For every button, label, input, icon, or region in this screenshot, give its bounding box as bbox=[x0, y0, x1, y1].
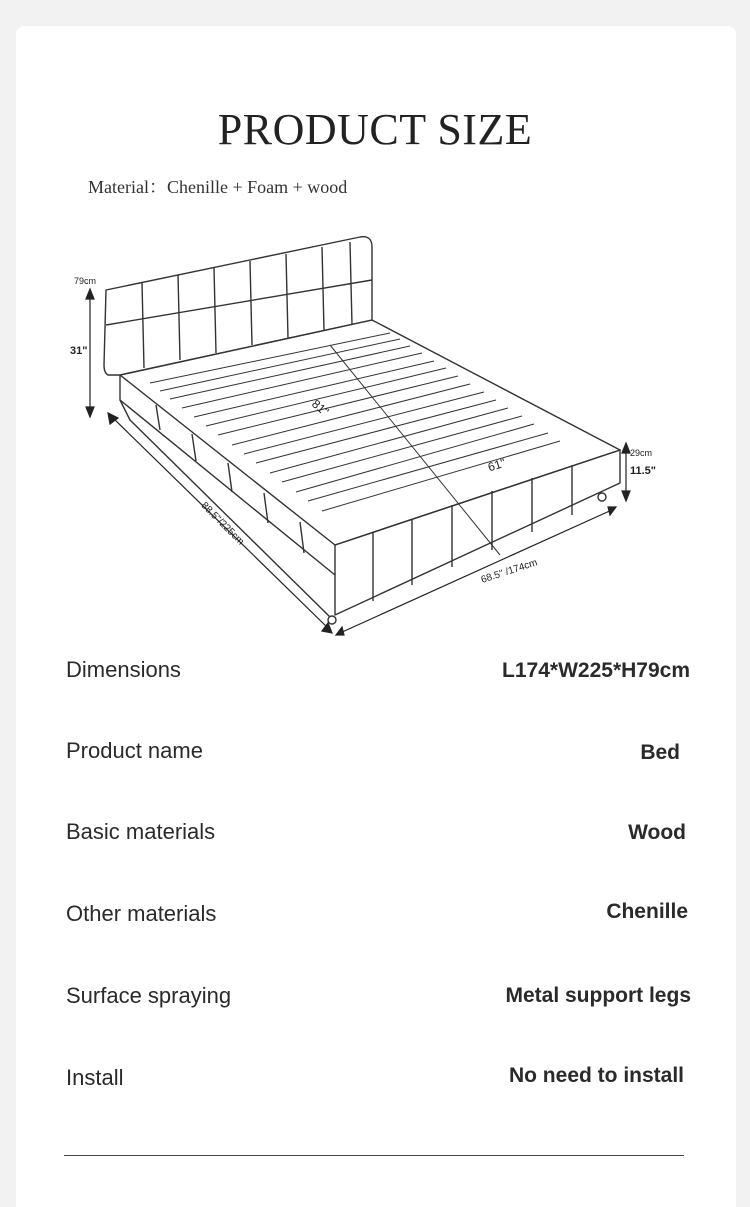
width-label: 68.5" /174cm bbox=[479, 557, 539, 586]
spec-row-product-name bbox=[66, 738, 690, 768]
divider bbox=[64, 1155, 684, 1156]
spec-value: L174*W225*H79cm bbox=[502, 659, 690, 682]
height-in-label: 31" bbox=[70, 345, 88, 357]
spec-label: Install bbox=[66, 1065, 124, 1090]
spec-row-basic-materials bbox=[66, 819, 690, 849]
spec-value: Metal support legs bbox=[505, 984, 691, 1007]
length-label: 88.5"/225cm bbox=[198, 500, 246, 548]
spec-row-dimensions bbox=[66, 657, 690, 687]
bed-dimension-diagram bbox=[60, 225, 680, 645]
spec-label: Dimensions bbox=[66, 657, 181, 682]
spec-value: Chenille bbox=[606, 900, 688, 923]
leg-cm-label: 29cm bbox=[630, 448, 653, 458]
spec-value: No need to install bbox=[508, 1064, 684, 1087]
spec-label: Basic materials bbox=[66, 819, 216, 844]
spec-row-surface-spraying bbox=[66, 983, 690, 1013]
spec-label: Surface spraying bbox=[66, 983, 232, 1008]
spec-label: Other materials bbox=[66, 901, 217, 926]
page-title: PRODUCT SIZE bbox=[217, 105, 533, 154]
leg-in-label: 11.5" bbox=[630, 465, 657, 477]
bed-frame bbox=[120, 320, 620, 548]
height-cm-label: 79cm bbox=[74, 276, 97, 286]
inner-width-label: 61" bbox=[486, 455, 508, 475]
material-text: Material：Chenille + Foam + wood bbox=[88, 177, 348, 197]
spec-row-install bbox=[66, 1065, 690, 1095]
spec-label: Product name bbox=[66, 738, 203, 763]
spec-value: Bed bbox=[640, 741, 680, 764]
inner-length-label: 81" bbox=[309, 396, 332, 419]
spec-row-other-materials bbox=[66, 901, 690, 931]
spec-value: Wood bbox=[628, 821, 686, 844]
